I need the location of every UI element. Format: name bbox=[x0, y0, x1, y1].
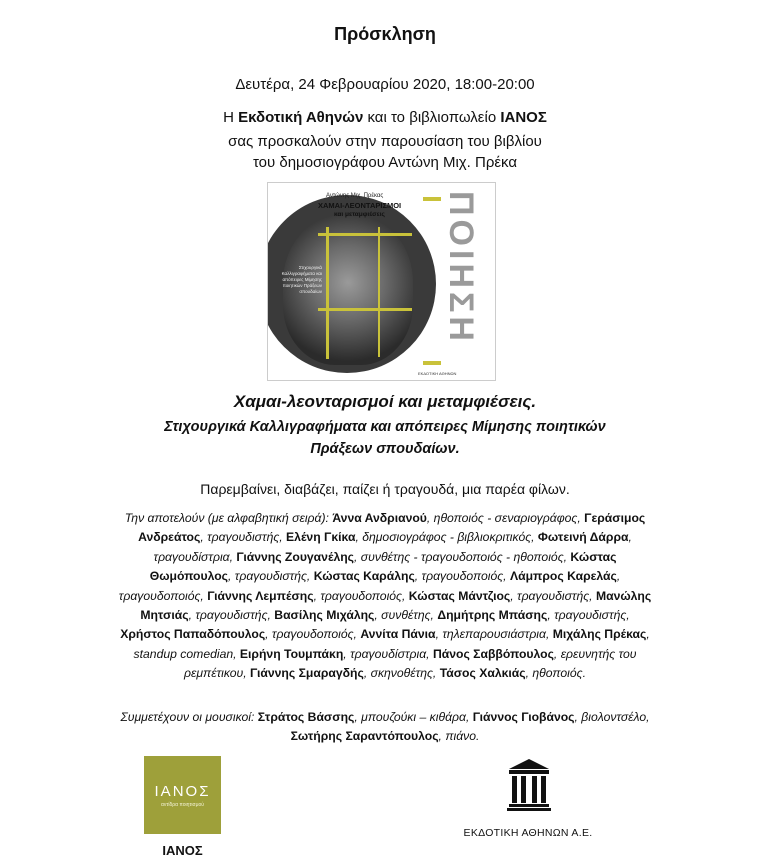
role-text: , ερευνητής του ρεμπέτικου, bbox=[184, 646, 637, 681]
publisher-name: Εκδοτική Αθηνών bbox=[238, 109, 364, 126]
role-text: , τραγουδοποιός, bbox=[118, 569, 621, 603]
role-text: , τραγουδοποιός, bbox=[414, 569, 510, 584]
book-cover bbox=[267, 182, 496, 381]
person-name: Χρήστος Παπαδόπουλος bbox=[120, 627, 266, 642]
person-name: Μανώλης Μητσιάς bbox=[140, 588, 652, 623]
cover-gold-bar bbox=[423, 197, 441, 201]
intro-line-1 bbox=[0, 107, 770, 128]
intro-line-2: σας προσκαλούν στην παρουσίαση του βιβλίου bbox=[228, 133, 542, 150]
athens-publisher-label: ΕΚΔΟΤΙΚΗ ΑΘΗΝΩΝ Α.Ε. bbox=[463, 827, 593, 839]
person-name: Κώστας Μάντζιος bbox=[408, 588, 511, 603]
person-name: Δημήτρης Μπάσης bbox=[437, 608, 548, 623]
intro-prefix: Η bbox=[223, 109, 239, 126]
cover-author: Αντώνης Μιχ. Πρέκας bbox=[326, 193, 384, 199]
role-text: , τραγουδοποιός, bbox=[265, 627, 361, 642]
cover-publisher: ΕΚΔΟΤΙΚΗ ΑΘΗΝΩΝ bbox=[418, 371, 457, 376]
role-text: , τραγουδίστρια, bbox=[153, 530, 632, 564]
ianos-logo bbox=[144, 756, 221, 834]
cover-gold-line bbox=[378, 227, 380, 357]
cover-side-text: Στιχουργικά Καλλιγραφήματα και απόπειρες Μίμησης ποιητικών Πράξεων σπουδαίων bbox=[281, 265, 322, 294]
role-text: , τραγουδοποιός, bbox=[313, 588, 409, 603]
role-text: , ηθοποιός. bbox=[525, 666, 586, 681]
person-name: Γιάννης Σμαραγδής bbox=[250, 666, 364, 681]
person-name: Κώστας Καράλης bbox=[313, 569, 415, 584]
role-text: , βιολοντσέλο, bbox=[574, 710, 650, 724]
role-text: , τραγουδίστρια, bbox=[343, 646, 433, 661]
role-text: , τραγουδιστής, bbox=[547, 608, 630, 623]
cover-gold-line bbox=[326, 227, 329, 359]
role-text: , τραγουδιστής, bbox=[188, 608, 275, 623]
role-text: , ηθοποιός - σεναριογράφος, bbox=[426, 511, 585, 525]
person-name: Ειρήνη Τουμπάκη bbox=[239, 646, 344, 661]
invitation-title: Πρόσκληση bbox=[334, 24, 436, 44]
role-text: , δημοσιογράφος - βιβλιοκριτικός, bbox=[355, 530, 538, 545]
person-name: Τάσος Χαλκιάς bbox=[439, 666, 526, 681]
role-text: Συμμετέχουν οι μουσικοί: bbox=[120, 710, 258, 724]
musicians-list bbox=[118, 708, 652, 747]
person-name: Γιάννης Ζουγανέλης bbox=[236, 549, 355, 564]
ianos-logo-tagline: αντίδρα ποιητισμού bbox=[160, 802, 204, 808]
person-name: Γεράσιμος Ανδρεάτος bbox=[138, 511, 646, 545]
role-text: Την αποτελούν (με αλφαβητική σειρά): bbox=[124, 511, 333, 525]
cover-gold-line bbox=[318, 233, 412, 236]
book-subtitle-1: Στιχουργικά Καλλιγραφήματα και απόπειρες Μίμησης ποιητικών bbox=[164, 419, 606, 435]
role-text: , τραγουδιστής, bbox=[200, 530, 287, 545]
person-name: Λάμπρος Καρελάς bbox=[509, 569, 617, 584]
cover-subtitle: και μεταμφιέσεις bbox=[334, 211, 385, 218]
person-name: Βασίλης Μιχάλης bbox=[274, 608, 375, 623]
cover-gold-bar bbox=[423, 361, 441, 365]
role-text: , πιάνο. bbox=[438, 729, 480, 744]
role-text: , σκηνοθέτης, bbox=[363, 666, 440, 681]
cover-category-text: ΠΟΙΗΣΗ bbox=[442, 191, 480, 345]
role-text: , συνθέτης, bbox=[374, 608, 438, 623]
person-name: Σωτήρης Σαραντόπουλος bbox=[290, 729, 439, 744]
person-name: Φωτεινή Δάρρα bbox=[537, 530, 629, 545]
person-name: Στράτος Βάσσης bbox=[257, 710, 355, 724]
person-name: Μιχάλης Πρέκας bbox=[552, 627, 647, 642]
ianos-label: ΙΑΝΟΣ bbox=[162, 843, 203, 858]
person-name: Ελένη Γκίκα bbox=[286, 530, 356, 545]
role-text: , τραγουδιστής, bbox=[510, 588, 596, 603]
person-name: Κώστας Θωμόπουλος bbox=[149, 549, 617, 584]
cover-title: ΧΑΜΑΙ-ΛΕΟΝΤΑΡΙΣΜΟΙ bbox=[318, 201, 402, 210]
ianos-logo-name: ΙΑΝΟΣ bbox=[154, 783, 211, 800]
person-name: Άννα Ανδριανού bbox=[332, 511, 427, 525]
person-name: Πάνος Σαββόπουλος bbox=[432, 646, 554, 661]
cover-category bbox=[440, 191, 480, 373]
person-name: Γιάννος Γιοβάνος bbox=[472, 710, 575, 724]
intro-line-3: του δημοσιογράφου Αντώνη Μιχ. Πρέκα bbox=[252, 154, 518, 171]
book-title: Χαμαι-λεονταρισμοί και μεταμφιέσεις. bbox=[233, 392, 537, 411]
cover-gold-line bbox=[318, 308, 412, 311]
person-name: Γιάννης Λεμπέσης bbox=[207, 588, 314, 603]
role-text: , τηλεπαρουσιάστρια, bbox=[435, 627, 553, 642]
role-text: , τραγουδιστής, bbox=[228, 569, 314, 584]
role-text: , μπουζούκι – κιθάρα, bbox=[354, 710, 473, 724]
person-name: Αννίτα Πάνια bbox=[360, 627, 436, 642]
participants-line: Παρεμβαίνει, διαβάζει, παίζει ή τραγουδά, μια παρέα φίλων. bbox=[200, 481, 570, 497]
role-text: , standup comedian, bbox=[133, 627, 650, 661]
bookstore-name: ΙΑΝΟΣ bbox=[500, 109, 547, 126]
role-text: , συνθέτης - τραγουδοποιός - ηθοποιός, bbox=[354, 549, 571, 564]
event-date: Δευτέρα, 24 Φεβρουαρίου 2020, 18:00-20:00 bbox=[235, 76, 535, 93]
temple-icon bbox=[507, 757, 551, 811]
intro-middle: και το βιβλιοπωλείο bbox=[363, 109, 501, 126]
performers-list bbox=[118, 509, 652, 684]
book-subtitle-2: Πράξεων σπουδαίων. bbox=[310, 441, 460, 457]
